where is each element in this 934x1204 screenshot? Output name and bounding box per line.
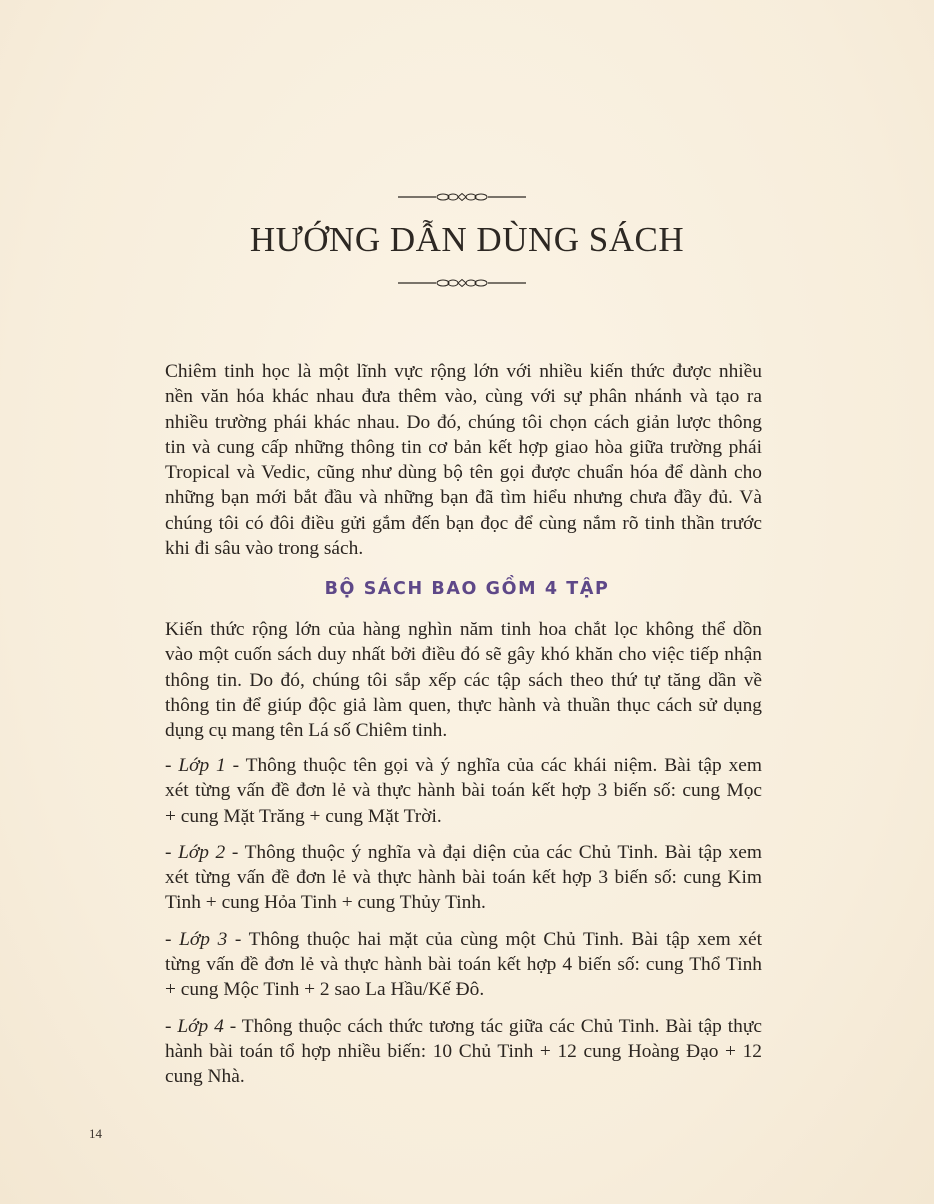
volume-text: - Thông thuộc tên gọi và ý nghĩa của các khái niệm. Bài tập xem xyxy=(232,755,762,776)
text-line: thông tin để giúp độc giả làm quen, thực hành và thuần thục cách sử dụng xyxy=(165,694,762,716)
dash: - xyxy=(165,755,179,776)
ornament-divider-icon xyxy=(398,278,526,288)
text-line: hành bài toán tổ hợp nhiều biến: 10 Chủ Tinh + 12 cung Hoàng Đạo + 12 xyxy=(165,1040,762,1062)
section-paragraph xyxy=(165,617,762,743)
text-line: xét từng vấn đề đơn lẻ và thực hành bài toán kết hợp 3 biến số: cung Mọc xyxy=(165,780,762,802)
dash: - xyxy=(165,841,179,863)
volume-item xyxy=(165,1014,762,1090)
text-line: xét từng vấn đề đơn lẻ và thực hành bài toán kết hợp 3 biến số: cung Kim xyxy=(165,867,762,889)
text-line: Tinh + cung Hỏa Tinh + cung Thủy Tinh. xyxy=(165,892,486,914)
text-line: khi đi sâu vào trong sách. xyxy=(165,538,364,560)
volume-item xyxy=(165,927,762,1003)
volume-text: - Thông thuộc hai mặt của cùng một Chủ Tinh. Bài tập xem xét xyxy=(234,928,762,950)
text-line: chúng tôi có đôi điều gửi gắm đến bạn đọc để cùng nắm rõ tinh thần trước xyxy=(165,512,762,534)
text-line: nền văn hóa khác nhau đưa thêm vào, cùng với sự phân nhánh và tạo ra xyxy=(165,386,762,408)
text-line: vào một cuốn sách duy nhất bởi điều đó sẽ gây khó khăn cho việc tiếp nhận xyxy=(165,644,762,666)
intro-paragraph xyxy=(165,359,762,561)
text-line: nhiều trường phái khác nhau. Do đó, chúng tôi chọn cách giản lược thông xyxy=(165,411,762,433)
page-number: 14 xyxy=(89,1126,102,1141)
volume-text: - Thông thuộc cách thức tương tác giữa các Chủ Tinh. Bài tập thực xyxy=(229,1015,762,1037)
volume-label: Lớp 2 xyxy=(178,841,226,863)
text-line: + cung Mộc Tinh + 2 sao La Hầu/Kế Đô. xyxy=(165,979,485,1001)
text-line: Tropical và Vedic, cũng như dùng bộ tên gọi được chuẩn hóa để dành cho xyxy=(165,462,762,484)
dash: - xyxy=(165,1015,178,1037)
text-line: thông tin. Do đó, chúng tôi sắp xếp các tập sách theo thứ tự tăng dần về xyxy=(165,669,762,691)
text-line: tin và cung cấp những thông tin cơ bản kết hợp giao hòa giữa trường phái xyxy=(165,436,762,458)
text-line: dụng cụ mang tên Lá số Chiêm tinh. xyxy=(165,720,448,742)
text-line xyxy=(165,1014,762,1039)
volume-list xyxy=(165,753,762,1101)
text-line: từng vấn đề đơn lẻ và thực hành bài toán kết hợp 4 biến số: cung Thổ Tinh xyxy=(165,954,762,976)
text-line: cung Nhà. xyxy=(165,1066,245,1088)
text-line: Kiến thức rộng lớn của hàng nghìn năm tinh hoa chắt lọc không thể dồn xyxy=(165,619,762,640)
volume-label: Lớp 3 xyxy=(179,928,228,950)
text-line xyxy=(165,840,762,865)
text-line: + cung Mặt Trăng + cung Mặt Trời. xyxy=(165,805,442,827)
text-line: Chiêm tinh học là một lĩnh vực rộng lớn với nhiều kiến thức được nhiều xyxy=(165,361,762,382)
volume-label: Lớp 1 xyxy=(178,755,226,776)
text-line xyxy=(165,753,762,778)
page-title: HƯỚNG DẪN DÙNG SÁCH xyxy=(249,220,685,259)
volume-label: Lớp 4 xyxy=(177,1015,224,1037)
volume-item xyxy=(165,753,762,829)
section-heading: BỘ SÁCH BAO GỒM 4 TẬP xyxy=(324,579,610,599)
volume-text: - Thông thuộc ý nghĩa và đại diện của các Chủ Tinh. Bài tập xem xyxy=(231,841,762,863)
ornament-divider-icon xyxy=(398,192,526,202)
volume-item xyxy=(165,840,762,916)
dash: - xyxy=(165,928,180,950)
text-line: những bạn mới bắt đầu và những bạn đã tìm hiểu nhưng chưa đầy đủ. Và xyxy=(165,487,762,509)
text-line xyxy=(165,927,762,952)
